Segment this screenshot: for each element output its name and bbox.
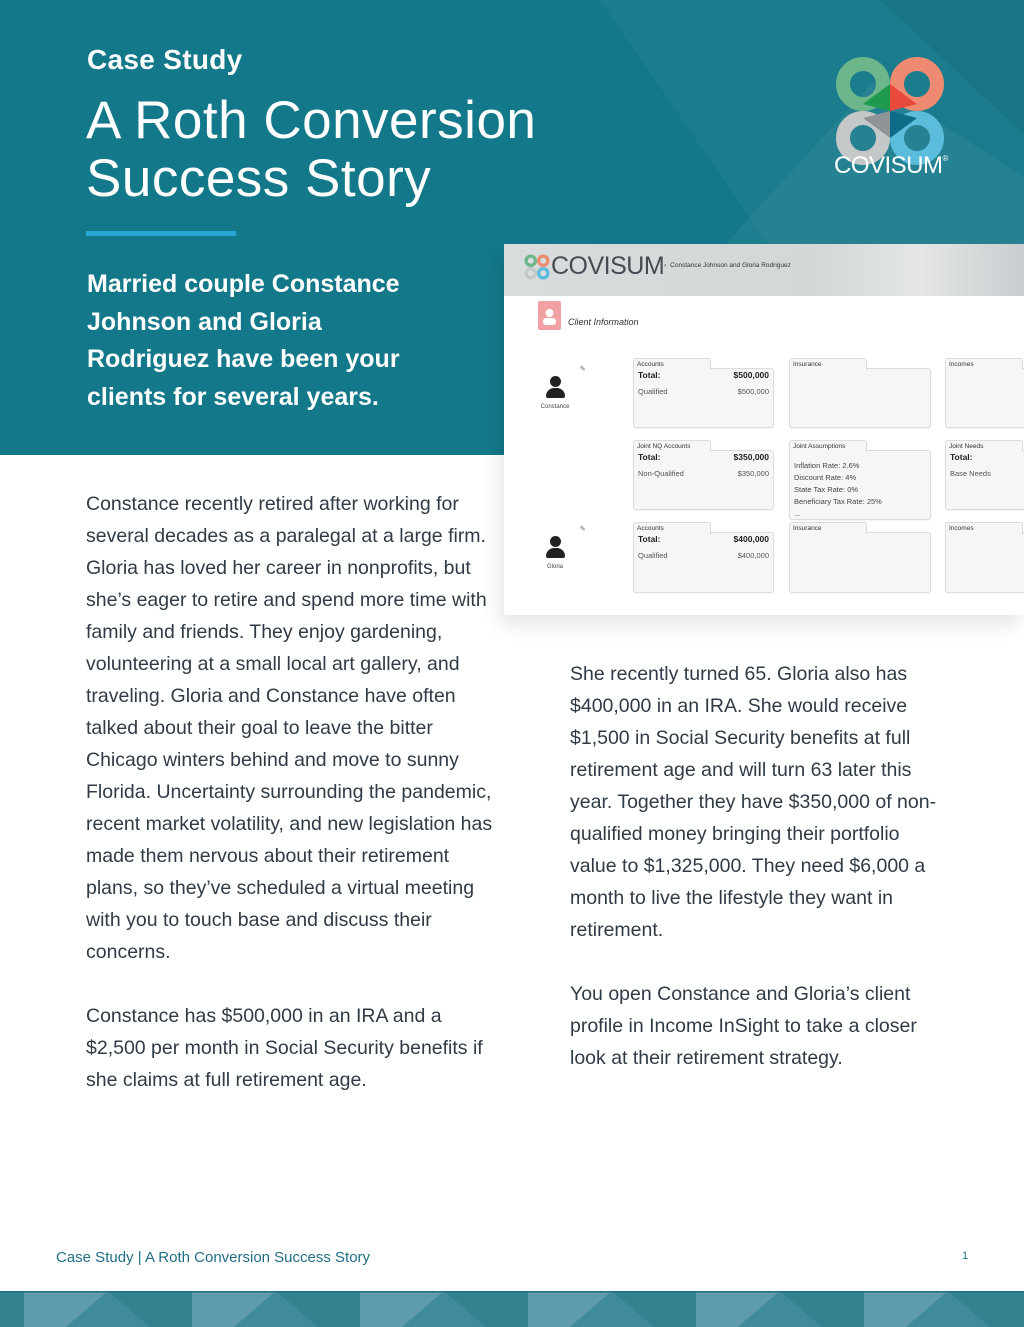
card-tab: Joint Assumptions: [789, 440, 867, 452]
card-gloria-insurance[interactable]: [789, 522, 931, 593]
body-column-right: [570, 658, 950, 1106]
edit-icon[interactable]: ✎: [580, 526, 586, 533]
app-brand[interactable]: COVISUM: [551, 252, 665, 280]
card-gloria-incomes[interactable]: [945, 522, 1024, 593]
title-line-1: A Roth Conversion: [86, 91, 537, 150]
card-tab: Accounts: [633, 358, 711, 370]
footer-title: Case Study | A Roth Conversion Success Story: [56, 1249, 371, 1266]
card-constance-insurance[interactable]: [789, 358, 931, 428]
app-header-bar: [504, 244, 1024, 296]
card-tab: Joint NQ Accounts: [633, 440, 711, 452]
person-icon: [550, 536, 561, 547]
client-avatar-constance[interactable]: [530, 376, 580, 410]
assumption-beneficiary-tax: Beneficiary Tax Rate: 25%: [794, 497, 882, 506]
client-name: Gloria: [546, 564, 563, 570]
breadcrumb: [664, 262, 791, 269]
person-icon: [550, 376, 561, 387]
card-joint-nq-accounts[interactable]: Joint NQ Accounts Total: $350,000 Non-Qualified $350,000: [633, 440, 774, 510]
edit-icon[interactable]: ✎: [580, 366, 586, 373]
assumption-state-tax: State Tax Rate: 0%: [794, 485, 859, 494]
body-column-left: [86, 488, 496, 1128]
card-tab: Insurance: [789, 522, 867, 534]
body-paragraph: She recently turned 65. Gloria also has $400,000 in an IRA. She would receive $1,500 in Social Security benefits at full retirement age and will turn 63 later this year. Together they have $350,000 of non-qualified money bringing their portfolio value to $1,325,000. They need $6,000 a month to live the lifestyle they want in retirement.: [570, 663, 937, 941]
card-constance-incomes[interactable]: [945, 358, 1024, 428]
client-name: Constance: [540, 404, 570, 410]
app-logo-icon: [524, 254, 550, 280]
assumption-inflation: Inflation Rate: 2.6%: [794, 461, 860, 470]
body-paragraph: You open Constance and Gloria’s client profile in Income InSight to take a closer look at their retirement strategy.: [570, 983, 917, 1069]
client-avatar-gloria[interactable]: [530, 536, 580, 570]
footer-band: [0, 1291, 1024, 1327]
logo-wordmark: COVISUM®: [834, 152, 948, 179]
card-constance-accounts[interactable]: Accounts Total: $500,000 Qualified $500,000: [633, 358, 774, 428]
chevron-right-icon: ›: [664, 262, 667, 269]
eyebrow-label: Case Study: [87, 44, 243, 75]
app-screenshot: [504, 244, 1024, 615]
card-tab: Incomes: [945, 358, 1023, 370]
card-tab: Insurance: [789, 358, 867, 370]
assumption-more: ...: [794, 509, 801, 518]
title-underline: [86, 231, 236, 236]
card-joint-assumptions[interactable]: [789, 440, 931, 520]
page-title: [86, 92, 606, 208]
card-tab: Incomes: [945, 522, 1023, 534]
body-paragraph: Constance recently retired after working for several decades as a paralegal at a large firm. Gloria has loved her career in nonprofits, but she’s eager to retire and spend more time with family and friends. They enjoy gardening, volunteering at a small local art gallery, and traveling. Gloria and Constance have often talked about their goal to leave the bitter Chicago winters behind and move to sunny Florida. Uncertainty surrounding the pandemic, recent market volatility, and new legislation has made them nervous about their retirement plans, so they’ve scheduled a virtual meeting with you to touch base and discuss their concerns.: [86, 493, 493, 963]
footer-pattern: [0, 1291, 1024, 1327]
assumption-discount: Discount Rate: 4%: [794, 473, 857, 482]
card-joint-needs[interactable]: Joint Needs Total: Base Needs: [945, 440, 1024, 510]
card-tab: Accounts: [633, 522, 711, 534]
page-number: 1: [962, 1250, 969, 1262]
lede-paragraph: Married couple Constance Johnson and Gloria Rodriguez have been your clients for several years.: [87, 270, 400, 411]
breadcrumb-client[interactable]: Constance Johnson and Gloria Rodriguez: [670, 262, 791, 269]
body-paragraph: Constance has $500,000 in an IRA and a $2,500 per month in Social Security benefits if she claims at full retirement age.: [86, 1005, 483, 1091]
title-line-2: Success Story: [86, 149, 432, 208]
card-gloria-accounts[interactable]: Accounts Total: $400,000 Qualified $400,000: [633, 522, 774, 593]
section-label: Client Information: [568, 317, 639, 327]
client-info-icon: [538, 301, 561, 330]
card-tab: Joint Needs: [945, 440, 1023, 452]
